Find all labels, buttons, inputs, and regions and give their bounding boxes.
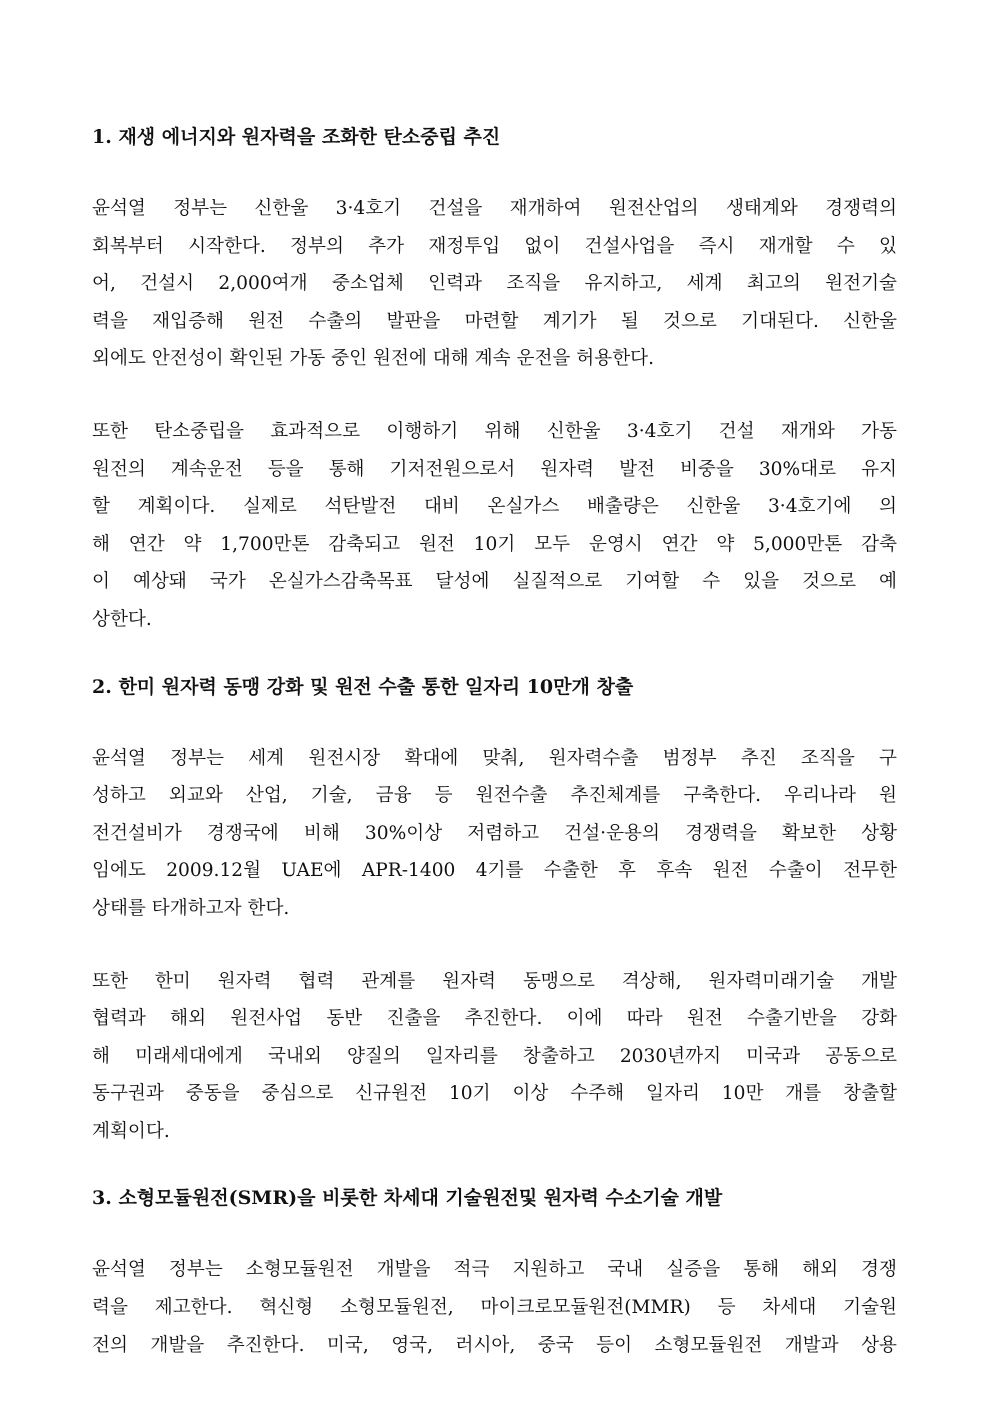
text-line: 회복부터 시작한다. 정부의 추가 재정투입 없이 건설사업을 즉시 재개할 수 있 <box>92 235 897 257</box>
text-line: 력을 재입증해 원전 수출의 발판을 마련할 계기가 될 것으로 기대된다. 신한울 <box>92 310 897 332</box>
document-page <box>92 122 897 1364</box>
text-line: 력을 제고한다. 혁신형 소형모듈원전, 마이크로모듈원전(MMR) 등 차세대 기술원 <box>92 1297 897 1319</box>
text-line: 윤석열 정부는 소형모듈원전 개발을 적극 지원하고 국내 실증을 통해 해외 경쟁 <box>92 1259 897 1281</box>
text-line: 전건설비가 경쟁국에 비해 30%이상 저렴하고 건설·운용의 경쟁력을 확보한 상황 <box>92 822 897 844</box>
text-line: 윤석열 정부는 신한울 3·4호기 건설을 재개하여 원전산업의 생태계와 경쟁력의 <box>92 198 897 219</box>
section-2-heading: 2. 한미 원자력 동맹 강화 및 원전 수출 통한 일자리 10만개 창출 <box>92 675 634 698</box>
text-line: 윤석열 정부는 세계 원전시장 확대에 맞춰, 원자력수출 범정부 추진 조직을 구 <box>92 747 897 769</box>
section-3-paragraph-1 <box>92 1251 897 1364</box>
section-1-paragraph-2 <box>92 413 897 639</box>
text-line: 전의 개발을 추진한다. 미국, 영국, 러시아, 중국 등이 소형모듈원전 개발과 상용 <box>92 1334 897 1356</box>
section-2-paragraph-2 <box>92 963 897 1151</box>
text-line: 또한 한미 원자력 협력 관계를 원자력 동맹으로 격상해, 원자력미래기술 개발 <box>92 970 897 992</box>
text-line: 상한다. <box>92 608 152 630</box>
text-line: 해 연간 약 1,700만톤 감축되고 원전 10기 모두 운영시 연간 약 5,000만톤 감축 <box>92 533 897 555</box>
text-line: 협력과 해외 원전사업 동반 진출을 추진한다. 이에 따라 원전 수출기반을 강화 <box>92 1008 897 1030</box>
text-line: 원전의 계속운전 등을 통해 기저전원으로서 원자력 발전 비중을 30%대로 유지 <box>92 458 897 480</box>
text-line: 계획이다. <box>92 1120 170 1142</box>
text-line: 임에도 2009.12월 UAE에 APR-1400 4기를 수출한 후 후속 원전 수출이 전무한 <box>92 860 897 882</box>
text-line: 외에도 안전성이 확인된 가동 중인 원전에 대해 계속 운전을 허용한다. <box>92 348 655 370</box>
text-line: 또한 탄소중립을 효과적으로 이행하기 위해 신한울 3·4호기 건설 재개와 가동 <box>92 420 897 442</box>
section-2-paragraph-1 <box>92 740 897 928</box>
text-line: 성하고 외교와 산업, 기술, 금융 등 원전수출 추진체계를 구축한다. 우리나라 원 <box>92 785 897 807</box>
section-1-paragraph-1 <box>92 190 897 378</box>
text-line: 동구권과 중동을 중심으로 신규원전 10기 이상 수주해 일자리 10만 개를 창출할 <box>92 1083 897 1105</box>
text-line: 어, 건설시 2,000여개 중소업체 인력과 조직을 유지하고, 세계 최고의 원전기술 <box>92 273 897 295</box>
text-line: 할 계획이다. 실제로 석탄발전 대비 온실가스 배출량은 신한울 3·4호기에 의 <box>92 496 897 518</box>
text-line: 해 미래세대에게 국내외 양질의 일자리를 창출하고 2030년까지 미국과 공동으로 <box>92 1045 897 1067</box>
text-line: 이 예상돼 국가 온실가스감축목표 달성에 실질적으로 기여할 수 있을 것으로 예 <box>92 571 897 593</box>
section-3-heading: 3. 소형모듈원전(SMR)을 비롯한 차세대 기술원전및 원자력 수소기술 개발 <box>92 1187 723 1210</box>
section-1-heading: 1. 재생 에너지와 원자력을 조화한 탄소중립 추진 <box>92 126 501 148</box>
text-line: 상태를 타개하고자 한다. <box>92 897 290 919</box>
